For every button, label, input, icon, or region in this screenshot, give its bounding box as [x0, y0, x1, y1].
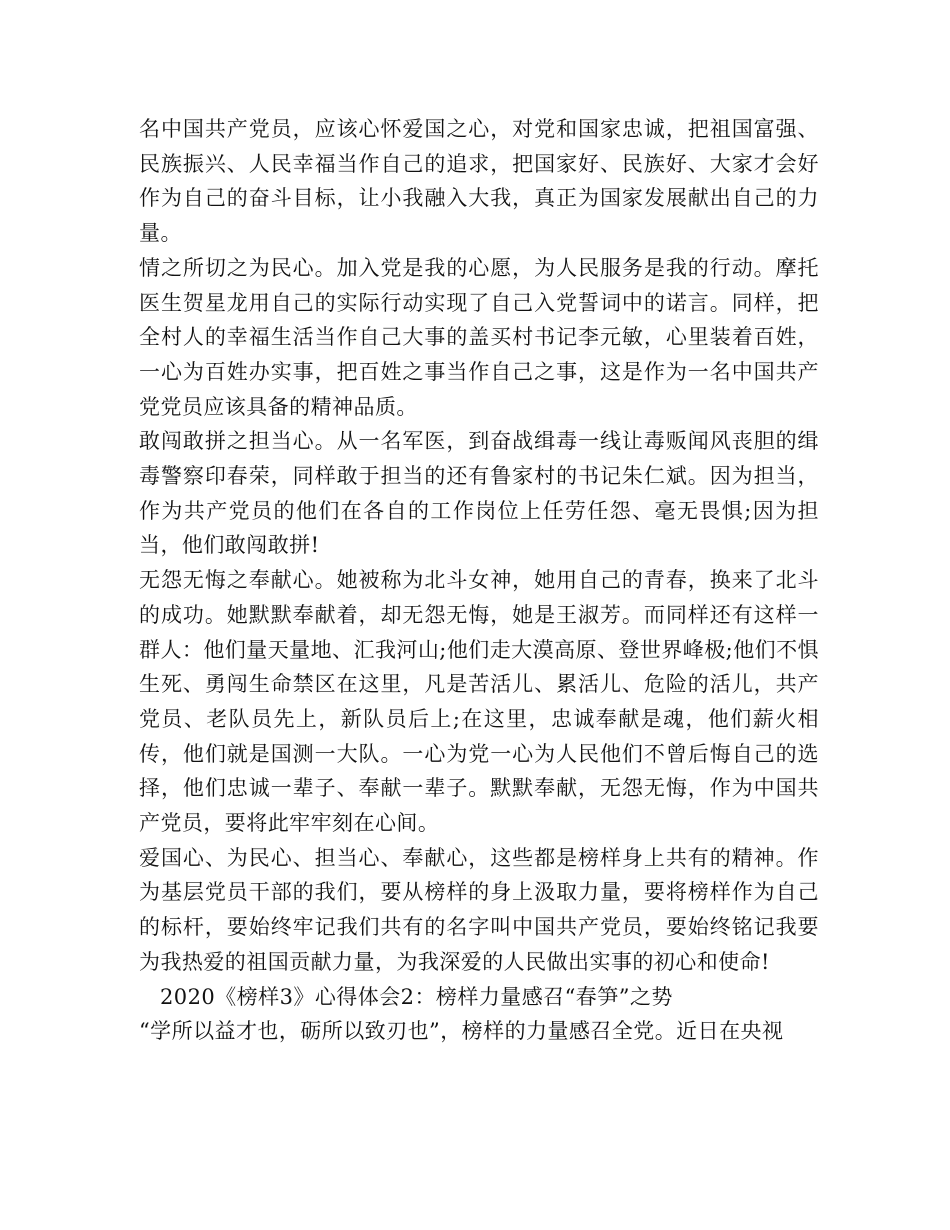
- paragraph-dedication: 无怨无悔之奉献心。她被称为北斗女神，她用自己的青春，换来了北斗的成功。她默默奉献着，却无怨无悔，她是王淑芳。而同样还有这样一群人：他们量天量地、汇我河山;他们走大漠高原、登世界峰极;他们不惧生死、勇闯生命禁区在这里，凡是苦活儿、累活儿、危险的活儿，共产党员、老队员先上，新队员后上;在这里，忠诚奉献是魂，他们薪火相传，他们就是国测一大队。一心为党一心为人民他们不曾后悔自己的选择，他们忠诚一辈子、奉献一辈子。默默奉献，无怨无悔，作为中国共产党员，要将此牢牢刻在心间。: [139, 568, 819, 836]
- paragraph-summary: 爱国心、为民心、担当心、奉献心，这些都是榜样身上共有的精神。作为基层党员干部的我们，要从榜样的身上汲取力量，要将榜样作为自己的标杆，要始终牢记我们共有的名字叫中国共产党员，要始终铭记我要为我热爱的祖国贡献力量，为我深爱的人民做出实事的初心和使命!: [139, 845, 819, 974]
- paragraph-people-heart: 情之所切之为民心。加入党是我的心愿，为人民服务是我的行动。摩托医生贺星龙用自己的实际行动实现了自己入党誓词中的诺言。同样，把全村人的幸福生活当作自己大事的盖买村书记李元敏，心里装着百姓，一心为百姓办实事，把百姓之事当作自己之事，这是作为一名中国共产党党员应该具备的精神品质。: [139, 255, 819, 419]
- section-heading: 2020《榜样3》心得体会2：榜样力量感召“春笋”之势: [160, 984, 673, 1009]
- paragraph-responsibility: 敢闯敢拼之担当心。从一名军医，到奋战缉毒一线让毒贩闻风丧胆的缉毒警察印春荣，同样敢于担当的还有鲁家村的书记朱仁斌。因为担当，作为共产党员的他们在各自的工作岗位上任劳任怨、毫无畏惧;因为担当，他们敢闯敢拼!: [139, 429, 819, 558]
- paragraph-quote: “学所以益才也，砺所以致刃也”，榜样的力量感召全党。近日在央视: [139, 1019, 784, 1044]
- document-body: [139, 112, 819, 1049]
- paragraph-patriotism: 名中国共产党员，应该心怀爱国之心，对党和国家忠诚，把祖国富强、民族振兴、人民幸福当作自己的追求，把国家好、民族好、大家才会好作为自己的奋斗目标，让小我融入大我，真正为国家发展献出自己的力量。: [139, 117, 819, 246]
